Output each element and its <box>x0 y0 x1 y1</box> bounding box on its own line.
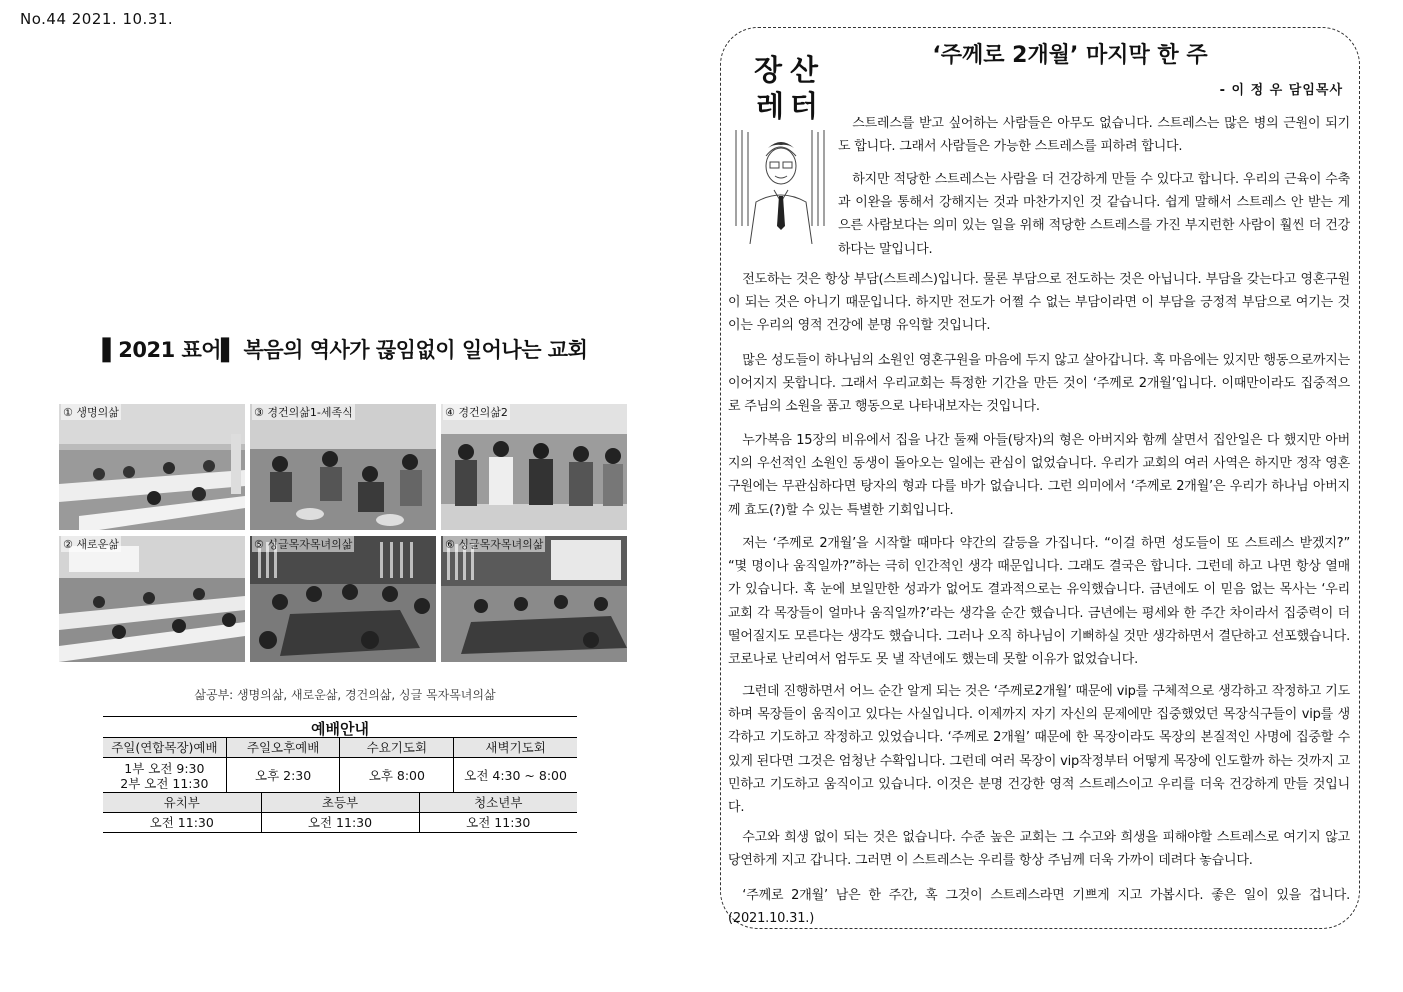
worship-table <box>103 737 577 794</box>
sunday-service-1: 1부 오전 9:30 <box>124 760 205 776</box>
department-header: 초등부 <box>261 793 419 813</box>
letter-paragraph: ‘주께로 2개월’ 남은 한 주간, 혹 그것이 스트레스라면 기쁘게 지고 가봅시다. 좋은 일이 있을 겁니다.(2021.10.31.) <box>728 888 1350 927</box>
photo-new-life <box>59 536 245 662</box>
church-motto: ▌2021 표어▌ 복음의 역사가 끊임없이 일어나는 교회 <box>102 338 588 362</box>
photo-single-leaders-1 <box>250 536 436 662</box>
worship-header: 주일(연합목장)예배 <box>103 738 226 758</box>
letter-author: - 이 정 우 담임목사 <box>1219 83 1343 98</box>
badge-char: 터 <box>790 89 819 123</box>
photo-caption: ① 생명의삶 <box>63 406 119 419</box>
worship-cell-sunday <box>103 758 226 794</box>
photo-caption: ④ 경건의삶2 <box>445 406 508 419</box>
photo-devotion-2 <box>441 404 627 530</box>
letter-paragraph: 누가복음 15장의 비유에서 집을 나간 둘째 아들(탕자)의 형은 아버지와 함께 살면서 집안일은 다 했지만 아버지의 우선적인 소원인 동생이 돌아오는 일에는 관심이 없었습니다. 우리가 교회의 여러 사역은 하지만 정작 영혼구원에는 무관심하다면 탕자의 형과 다를 바가 없습니다. 그런 의미에서 ‘주께로 2개월’은 우리가 하나님 아버지께 효도(?)할 수 있는 특별한 기회입니다. <box>728 433 1350 518</box>
pastor-portrait <box>732 126 830 244</box>
photo-caption: ③ 경건의삶1-세족식 <box>254 406 353 419</box>
worship-header: 수요기도회 <box>340 738 454 758</box>
letter-paragraph: 하지만 적당한 스트레스는 사람을 더 건강하게 만들 수 있다고 합니다. 우리의 근육이 수축과 이완을 통해서 강해지는 것과 마찬가지인 것 같습니다. 쉽게 말해서 스트레스 안 받는 게으른 사람보다는 의미 있는 일을 위해 적당한 스트레스를 가진 부지런한 사람이 훨씬 더 건강하다는 말입니다. <box>838 172 1350 257</box>
letter-paragraph: 스트레스를 받고 싶어하는 사람들은 아무도 없습니다. 스트레스는 많은 병의 근원이 되기도 합니다. 그래서 사람들은 가능한 스트레스를 피하려 합니다. <box>838 116 1350 155</box>
letter-title: ‘주께로 2개월’ 마지막 한 주 <box>932 43 1208 68</box>
letter-paragraph: 저는 ‘주께로 2개월’을 시작할 때마다 약간의 갈등을 가집니다. “이걸 하면 성도들이 또 스트레스 받겠지?” “몇 명이나 움직일까?”하는 극히 인간적인 생각 때문입니다. 그래도 결국은 합니다. 그런데 하고 나면 항상 열매가 있습니다. 혹 눈에 보일만한 성과가 없어도 결과적으로는 유익했습니다. 금년에도 이 믿음 없는 목사는 ‘우리교회 각 목장들이 얼마나 움직일까?’라는 생각을 순간 했습니다. 금년에는 평세와 한 주간 차이라서 집중력이 더 떨어질지도 모른다는 생각도 했습니다. 그러나 오직 하나님이 기뻐하실 것만 생각하면서 결단하고 선포했습니다. 코로나로 난리여서 엄두도 못 낼 작년에도 했는데 못할 이유가 없었습니다. <box>728 536 1350 668</box>
department-header: 청소년부 <box>419 793 577 813</box>
badge-char: 장 <box>754 53 783 87</box>
department-time: 오전 11:30 <box>261 813 419 833</box>
gallery-caption: 삶공부: 생명의삶, 새로운삶, 경건의삶, 싱글 목자목녀의삶 <box>194 688 496 702</box>
department-time: 오전 11:30 <box>419 813 577 833</box>
letter-paragraph: 전도하는 것은 항상 부담(스트레스)입니다. 물론 부담으로 전도하는 것은 아닙니다. 부담을 갖는다고 영혼구원이 되는 것은 아니기 때문입니다. 하지만 전도가 어쩔 수 없는 부담이라면 이 부담을 긍정적 부담으로 여기는 것 이는 우리의 영적 건강에 분명 유익할 것입니다. <box>728 272 1350 334</box>
badge-char: 레 <box>756 89 785 123</box>
worship-header: 주일오후예배 <box>226 738 340 758</box>
photo-caption: ② 새로운삶 <box>63 538 119 551</box>
department-table <box>103 792 577 833</box>
worship-cell-dawn: 오전 4:30 ~ 8:00 <box>454 758 577 794</box>
photo-life-study <box>59 404 245 530</box>
issue-number: No.44 2021. 10.31. <box>20 10 174 28</box>
letter-paragraph: 그런데 진행하면서 어느 순간 알게 되는 것은 ‘주께로2개월’ 때문에 vip를 구체적으로 생각하고 작정하고 기도하며 목장들이 움직이고 있다는 사실입니다. 이제까지 자기 자신의 문제에만 집중했었던 목장식구들이 vip를 생각하고 기도하고 작정하고 있었습니다. ‘주께로 2개월’ 때문에 한 목장이라도 목장의 본질적인 사명에 집중할 수 있게 된다면 그것은 엄청난 수확입니다. 그런데 여러 목장이 vip작정부터 어떻게 목장에 인도할까 하는 것까지 고민하고 기도하고 움직이고 있습니다. 이것은 분명 건강한 영적 스트레스이고 우리를 더욱 건강하게 만들 것입니다. <box>728 684 1350 816</box>
worship-title: 예배안내 <box>103 716 577 739</box>
worship-header: 새벽기도회 <box>454 738 577 758</box>
worship-cell-sunday-pm: 오후 2:30 <box>226 758 340 794</box>
letter-badge <box>748 48 824 123</box>
photo-caption: ⑥ 싱글목자목녀의삶 <box>445 538 544 551</box>
photo-single-leaders-2 <box>441 536 627 662</box>
photo-devotion-footwashing <box>250 404 436 530</box>
badge-char: 산 <box>790 53 819 87</box>
department-time: 오전 11:30 <box>103 813 261 833</box>
letter-paragraph: 수고와 희생 없이 되는 것은 없습니다. 수준 높은 교회는 그 수고와 희생을 피해야할 스트레스로 여기지 않고 당연하게 지고 갑니다. 그러면 이 스트레스는 우리를 항상 주님께 더욱 가까이 데려다 놓습니다. <box>728 830 1350 869</box>
letter-paragraph: 많은 성도들이 하나님의 소원인 영혼구원을 마음에 두지 않고 살아갑니다. 혹 마음에는 있지만 행동으로까지는 이어지지 못합니다. 그래서 우리교회는 특정한 기간을 만든 것이 ‘주께로 2개월’입니다. 이때만이라도 집중적으로 주님의 소원을 품고 행동으로 나타내보자는 것입니다. <box>728 353 1350 415</box>
photo-caption: ⑤ 싱글목자목녀의삶 <box>254 538 353 551</box>
sunday-service-2: 2부 오전 11:30 <box>120 775 209 791</box>
worship-cell-wednesday: 오후 8:00 <box>340 758 454 794</box>
department-header: 유치부 <box>103 793 261 813</box>
